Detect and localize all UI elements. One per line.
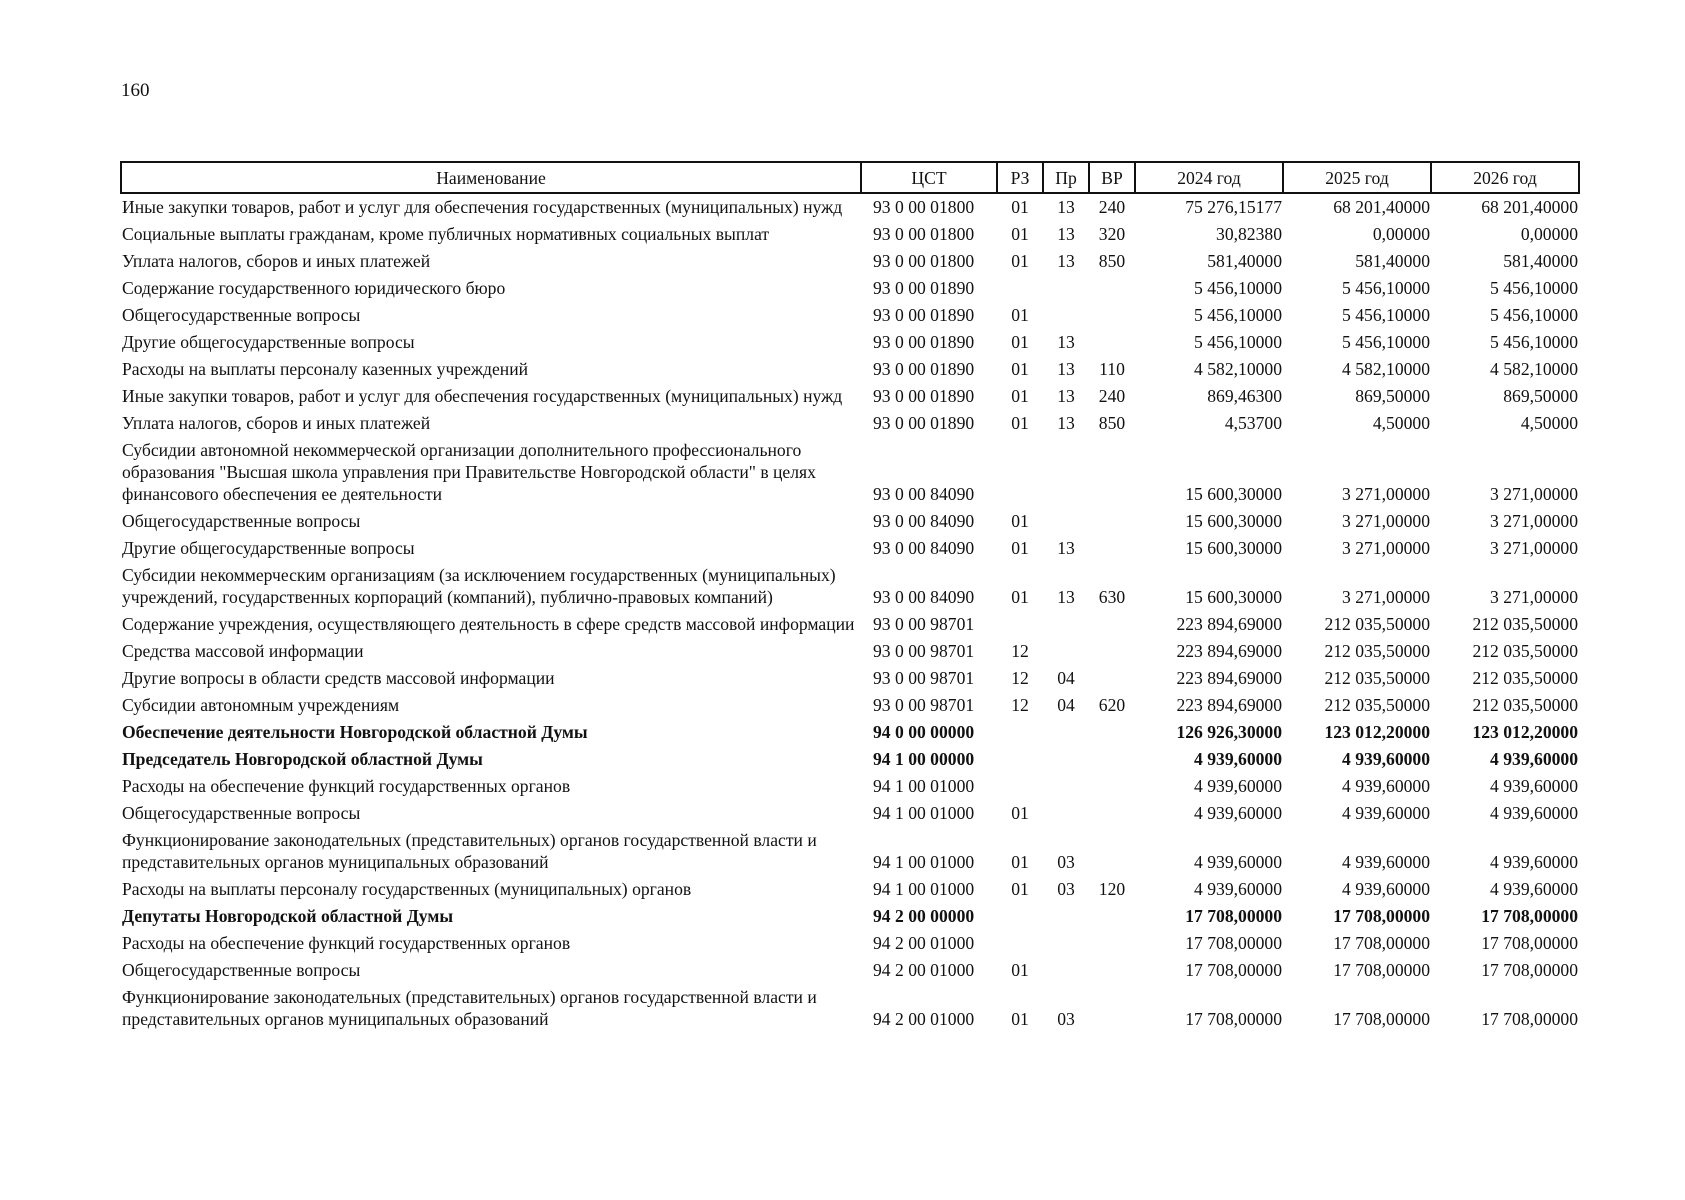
table-row xyxy=(121,248,1579,275)
cell-vr xyxy=(1089,957,1135,984)
cell-rz xyxy=(997,275,1043,302)
cell-2026: 5 456,10000 xyxy=(1490,278,1578,298)
cell-vr xyxy=(1089,719,1135,746)
cell-2025: 0,00000 xyxy=(1372,224,1430,244)
cell-rz: 01 xyxy=(1011,332,1029,352)
cell-vr xyxy=(1089,275,1135,302)
header-2025: 2025 год xyxy=(1283,162,1431,193)
cell-2024: 17 708,00000 xyxy=(1185,933,1282,953)
table-row xyxy=(121,221,1579,248)
cell-vr: 320 xyxy=(1098,224,1126,244)
cell-2026: 4 939,60000 xyxy=(1490,776,1578,796)
cell-2025: 4 939,60000 xyxy=(1342,749,1430,769)
cell-2024: 223 894,69000 xyxy=(1176,695,1282,715)
table-row xyxy=(121,984,1579,1033)
table-body xyxy=(121,193,1579,1033)
cell-cst: 93 0 00 98701 xyxy=(873,695,975,715)
cell-cst: 93 0 00 84090 xyxy=(873,587,975,607)
table-row xyxy=(121,876,1579,903)
cell-2025: 4 939,60000 xyxy=(1342,776,1430,796)
cell-name: Содержание государственного юридического бюро xyxy=(122,278,506,298)
cell-2025: 212 035,50000 xyxy=(1324,641,1430,661)
cell-pr: 13 xyxy=(1057,359,1075,379)
table-row xyxy=(121,611,1579,638)
cell-name: Другие общегосударственные вопросы xyxy=(122,332,415,352)
cell-cst: 93 0 00 84090 xyxy=(873,484,975,504)
cell-2025: 3 271,00000 xyxy=(1342,587,1430,607)
table-row xyxy=(121,746,1579,773)
cell-2025: 4 939,60000 xyxy=(1342,803,1430,823)
cell-rz: 01 xyxy=(1011,879,1029,899)
cell-vr: 630 xyxy=(1098,587,1126,607)
cell-2026: 5 456,10000 xyxy=(1490,332,1578,352)
cell-vr xyxy=(1089,508,1135,535)
cell-2026: 0,00000 xyxy=(1520,224,1578,244)
cell-name: Расходы на обеспечение функций государственных органов xyxy=(122,776,571,796)
cell-name: Субсидии некоммерческим организациям (за исключением государственных (муниципальных) учреждений, государственных корпораций (компаний), публично-правовых компаний) xyxy=(122,565,836,607)
cell-rz xyxy=(997,437,1043,508)
cell-rz xyxy=(997,611,1043,638)
cell-pr: 13 xyxy=(1057,224,1075,244)
cell-2026: 212 035,50000 xyxy=(1472,695,1578,715)
cell-2024: 4 939,60000 xyxy=(1194,852,1282,872)
cell-cst: 93 0 00 01890 xyxy=(873,413,975,433)
cell-name: Расходы на обеспечение функций государственных органов xyxy=(122,933,571,953)
cell-cst: 94 2 00 01000 xyxy=(873,933,975,953)
cell-pr: 03 xyxy=(1057,879,1075,899)
cell-vr xyxy=(1089,535,1135,562)
cell-name: Иные закупки товаров, работ и услуг для обеспечения государственных (муниципальных) нужд xyxy=(122,386,843,406)
cell-pr xyxy=(1043,719,1089,746)
cell-2026: 123 012,20000 xyxy=(1472,722,1578,742)
cell-pr xyxy=(1043,746,1089,773)
cell-cst: 94 2 00 00000 xyxy=(873,906,975,926)
cell-rz: 01 xyxy=(1011,852,1029,872)
header-vr: ВР xyxy=(1089,162,1135,193)
cell-rz: 01 xyxy=(1011,1009,1029,1029)
table-row xyxy=(121,957,1579,984)
cell-rz: 12 xyxy=(1011,695,1029,715)
cell-cst: 93 0 00 98701 xyxy=(873,641,975,661)
cell-pr: 03 xyxy=(1057,1009,1075,1029)
cell-rz: 01 xyxy=(1011,359,1029,379)
cell-rz: 01 xyxy=(1011,413,1029,433)
cell-pr: 13 xyxy=(1057,251,1075,271)
cell-pr xyxy=(1043,903,1089,930)
cell-2026: 4,50000 xyxy=(1520,413,1578,433)
cell-rz: 01 xyxy=(1011,224,1029,244)
cell-name: Содержание учреждения, осуществляющего деятельность в сфере средств массовой информации xyxy=(122,614,855,634)
cell-cst: 94 1 00 00000 xyxy=(873,749,975,769)
cell-vr: 240 xyxy=(1098,386,1126,406)
cell-2026: 3 271,00000 xyxy=(1490,484,1578,504)
cell-2026: 3 271,00000 xyxy=(1490,538,1578,558)
cell-name: Уплата налогов, сборов и иных платежей xyxy=(122,251,431,271)
cell-rz: 01 xyxy=(1011,197,1029,217)
cell-cst: 94 1 00 01000 xyxy=(873,803,975,823)
cell-2024: 15 600,30000 xyxy=(1185,587,1282,607)
cell-2024: 869,46300 xyxy=(1207,386,1282,406)
cell-2024: 4,53700 xyxy=(1224,413,1282,433)
cell-cst: 93 0 00 01890 xyxy=(873,359,975,379)
table-row xyxy=(121,800,1579,827)
cell-2024: 17 708,00000 xyxy=(1185,1009,1282,1029)
cell-2026: 17 708,00000 xyxy=(1481,960,1578,980)
cell-2024: 5 456,10000 xyxy=(1194,332,1282,352)
cell-vr xyxy=(1089,665,1135,692)
header-cst: ЦСТ xyxy=(861,162,997,193)
cell-2026: 17 708,00000 xyxy=(1481,906,1578,926)
cell-2025: 212 035,50000 xyxy=(1324,614,1430,634)
cell-name: Депутаты Новгородской областной Думы xyxy=(122,906,454,926)
cell-2025: 4 939,60000 xyxy=(1342,852,1430,872)
cell-2024: 15 600,30000 xyxy=(1185,484,1282,504)
cell-2025: 3 271,00000 xyxy=(1342,538,1430,558)
header-2024: 2024 год xyxy=(1135,162,1283,193)
cell-2026: 212 035,50000 xyxy=(1472,668,1578,688)
table-row xyxy=(121,275,1579,302)
header-name: Наименование xyxy=(121,162,861,193)
cell-2024: 4 939,60000 xyxy=(1194,879,1282,899)
cell-cst: 93 0 00 01890 xyxy=(873,278,975,298)
cell-2024: 17 708,00000 xyxy=(1185,906,1282,926)
cell-vr xyxy=(1089,638,1135,665)
cell-vr: 240 xyxy=(1098,197,1126,217)
cell-2026: 4 939,60000 xyxy=(1490,803,1578,823)
cell-cst: 94 2 00 01000 xyxy=(873,1009,975,1029)
cell-vr xyxy=(1089,746,1135,773)
cell-vr: 850 xyxy=(1098,251,1126,271)
page-number: 160 xyxy=(121,80,150,101)
cell-name: Общегосударственные вопросы xyxy=(122,305,361,325)
cell-2025: 17 708,00000 xyxy=(1333,906,1430,926)
cell-vr: 620 xyxy=(1098,695,1126,715)
cell-rz xyxy=(997,746,1043,773)
cell-2024: 5 456,10000 xyxy=(1194,305,1282,325)
cell-name: Функционирование законодательных (представительных) органов государственной власти и представительных органов муниципальных образований xyxy=(122,830,817,872)
cell-vr: 850 xyxy=(1098,413,1126,433)
cell-2025: 4 939,60000 xyxy=(1342,879,1430,899)
cell-name: Общегосударственные вопросы xyxy=(122,803,361,823)
cell-vr xyxy=(1089,903,1135,930)
cell-name: Расходы на выплаты персоналу казенных учреждений xyxy=(122,359,529,379)
cell-rz: 12 xyxy=(1011,668,1029,688)
table-row xyxy=(121,508,1579,535)
cell-2024: 4 939,60000 xyxy=(1194,749,1282,769)
cell-rz: 01 xyxy=(1011,803,1029,823)
table-row xyxy=(121,665,1579,692)
cell-name: Общегосударственные вопросы xyxy=(122,511,361,531)
cell-cst: 93 0 00 84090 xyxy=(873,538,975,558)
header-rz: РЗ xyxy=(997,162,1043,193)
cell-cst: 94 2 00 01000 xyxy=(873,960,975,980)
table-row xyxy=(121,773,1579,800)
cell-2025: 212 035,50000 xyxy=(1324,668,1430,688)
cell-rz xyxy=(997,903,1043,930)
cell-vr: 120 xyxy=(1098,879,1126,899)
table-row xyxy=(121,930,1579,957)
cell-2026: 3 271,00000 xyxy=(1490,587,1578,607)
cell-2025: 5 456,10000 xyxy=(1342,278,1430,298)
header-2026: 2026 год xyxy=(1431,162,1579,193)
cell-name: Другие общегосударственные вопросы xyxy=(122,538,415,558)
cell-rz: 01 xyxy=(1011,251,1029,271)
table-row xyxy=(121,193,1579,221)
table-row xyxy=(121,562,1579,611)
cell-name: Субсидии автономным учреждениям xyxy=(122,695,400,715)
cell-rz: 01 xyxy=(1011,386,1029,406)
cell-2025: 3 271,00000 xyxy=(1342,484,1430,504)
cell-2026: 5 456,10000 xyxy=(1490,305,1578,325)
cell-2025: 17 708,00000 xyxy=(1333,1009,1430,1029)
cell-rz xyxy=(997,773,1043,800)
cell-2025: 17 708,00000 xyxy=(1333,933,1430,953)
cell-pr xyxy=(1043,773,1089,800)
cell-vr xyxy=(1089,302,1135,329)
cell-pr xyxy=(1043,957,1089,984)
cell-pr: 13 xyxy=(1057,538,1075,558)
table-row xyxy=(121,719,1579,746)
cell-2025: 68 201,40000 xyxy=(1333,197,1430,217)
cell-2024: 223 894,69000 xyxy=(1176,641,1282,661)
cell-name: Председатель Новгородской областной Думы xyxy=(122,749,483,769)
cell-2026: 4 582,10000 xyxy=(1490,359,1578,379)
cell-rz: 01 xyxy=(1011,587,1029,607)
cell-pr xyxy=(1043,611,1089,638)
table-row xyxy=(121,638,1579,665)
header-pr: Пр xyxy=(1043,162,1089,193)
cell-cst: 94 1 00 01000 xyxy=(873,776,975,796)
cell-2026: 869,50000 xyxy=(1503,386,1578,406)
cell-cst: 93 0 00 01890 xyxy=(873,305,975,325)
cell-2025: 3 271,00000 xyxy=(1342,511,1430,531)
table-row xyxy=(121,692,1579,719)
cell-2025: 4 582,10000 xyxy=(1342,359,1430,379)
cell-cst: 94 0 00 00000 xyxy=(873,722,975,742)
cell-2025: 212 035,50000 xyxy=(1324,695,1430,715)
table-row xyxy=(121,827,1579,876)
cell-vr xyxy=(1089,930,1135,957)
table-row xyxy=(121,329,1579,356)
cell-2026: 4 939,60000 xyxy=(1490,879,1578,899)
cell-2026: 3 271,00000 xyxy=(1490,511,1578,531)
cell-vr: 110 xyxy=(1099,359,1125,379)
cell-2024: 15 600,30000 xyxy=(1185,538,1282,558)
cell-2024: 4 939,60000 xyxy=(1194,776,1282,796)
cell-pr: 13 xyxy=(1057,197,1075,217)
cell-2025: 4,50000 xyxy=(1372,413,1430,433)
cell-2024: 581,40000 xyxy=(1207,251,1282,271)
cell-vr xyxy=(1089,827,1135,876)
table-row xyxy=(121,903,1579,930)
cell-rz: 01 xyxy=(1011,960,1029,980)
cell-cst: 94 1 00 01000 xyxy=(873,879,975,899)
table-row xyxy=(121,437,1579,508)
cell-vr xyxy=(1089,437,1135,508)
cell-2025: 581,40000 xyxy=(1355,251,1430,271)
cell-2024: 4 939,60000 xyxy=(1194,803,1282,823)
cell-rz xyxy=(997,930,1043,957)
cell-2024: 126 926,30000 xyxy=(1176,722,1282,742)
cell-vr xyxy=(1089,611,1135,638)
cell-cst: 93 0 00 01800 xyxy=(873,197,975,217)
cell-name: Функционирование законодательных (представительных) органов государственной власти и представительных органов муниципальных образований xyxy=(122,987,817,1029)
cell-pr xyxy=(1043,302,1089,329)
cell-2024: 223 894,69000 xyxy=(1176,668,1282,688)
budget-table xyxy=(120,161,1580,1033)
cell-2024: 5 456,10000 xyxy=(1194,278,1282,298)
cell-2024: 17 708,00000 xyxy=(1185,960,1282,980)
cell-2026: 17 708,00000 xyxy=(1481,933,1578,953)
cell-2024: 223 894,69000 xyxy=(1176,614,1282,634)
header-row xyxy=(121,162,1579,193)
cell-vr xyxy=(1089,773,1135,800)
cell-pr: 03 xyxy=(1057,852,1075,872)
cell-2026: 212 035,50000 xyxy=(1472,614,1578,634)
cell-pr xyxy=(1043,800,1089,827)
cell-pr: 04 xyxy=(1057,695,1075,715)
cell-name: Расходы на выплаты персоналу государственных (муниципальных) органов xyxy=(122,879,692,899)
cell-2024: 4 582,10000 xyxy=(1194,359,1282,379)
cell-2025: 5 456,10000 xyxy=(1342,305,1430,325)
cell-name: Общегосударственные вопросы xyxy=(122,960,361,980)
cell-2026: 581,40000 xyxy=(1503,251,1578,271)
cell-2026: 4 939,60000 xyxy=(1490,852,1578,872)
cell-name: Социальные выплаты гражданам, кроме публичных нормативных социальных выплат xyxy=(122,224,770,244)
table-row xyxy=(121,302,1579,329)
table-row xyxy=(121,356,1579,383)
table-header xyxy=(121,162,1579,193)
cell-name: Другие вопросы в области средств массовой информации xyxy=(122,668,555,688)
cell-name: Уплата налогов, сборов и иных платежей xyxy=(122,413,431,433)
cell-pr: 04 xyxy=(1057,668,1075,688)
cell-2026: 17 708,00000 xyxy=(1481,1009,1578,1029)
cell-vr xyxy=(1089,800,1135,827)
cell-pr xyxy=(1043,437,1089,508)
cell-2025: 5 456,10000 xyxy=(1342,332,1430,352)
table-row xyxy=(121,535,1579,562)
cell-cst: 93 0 00 98701 xyxy=(873,668,975,688)
cell-pr xyxy=(1043,508,1089,535)
cell-cst: 93 0 00 01890 xyxy=(873,386,975,406)
cell-vr xyxy=(1089,984,1135,1033)
cell-rz: 01 xyxy=(1011,305,1029,325)
table-row xyxy=(121,410,1579,437)
cell-name: Иные закупки товаров, работ и услуг для обеспечения государственных (муниципальных) нужд xyxy=(122,197,843,217)
cell-cst: 93 0 00 01890 xyxy=(873,332,975,352)
cell-rz: 01 xyxy=(1011,538,1029,558)
cell-2025: 17 708,00000 xyxy=(1333,960,1430,980)
cell-2024: 15 600,30000 xyxy=(1185,511,1282,531)
cell-name: Субсидии автономной некоммерческой организации дополнительного профессионального образования "Высшая школа управления при Правительстве Новгородской области" в целях финансового обеспечения ее деятельности xyxy=(122,440,816,504)
cell-cst: 93 0 00 01800 xyxy=(873,251,975,271)
cell-cst: 94 1 00 01000 xyxy=(873,852,975,872)
cell-name: Обеспечение деятельности Новгородской областной Думы xyxy=(122,722,588,742)
cell-pr xyxy=(1043,930,1089,957)
cell-cst: 93 0 00 98701 xyxy=(873,614,975,634)
cell-rz: 01 xyxy=(1011,511,1029,531)
cell-2024: 30,82380 xyxy=(1216,224,1282,244)
cell-rz xyxy=(997,719,1043,746)
cell-pr: 13 xyxy=(1057,386,1075,406)
cell-2025: 123 012,20000 xyxy=(1324,722,1430,742)
cell-2025: 869,50000 xyxy=(1355,386,1430,406)
cell-pr: 13 xyxy=(1057,587,1075,607)
cell-pr xyxy=(1043,275,1089,302)
cell-pr xyxy=(1043,638,1089,665)
cell-vr xyxy=(1089,329,1135,356)
cell-pr: 13 xyxy=(1057,332,1075,352)
table-row xyxy=(121,383,1579,410)
cell-cst: 93 0 00 01800 xyxy=(873,224,975,244)
cell-name: Средства массовой информации xyxy=(122,641,364,661)
cell-2026: 4 939,60000 xyxy=(1490,749,1578,769)
cell-pr: 13 xyxy=(1057,413,1075,433)
cell-2026: 212 035,50000 xyxy=(1472,641,1578,661)
cell-cst: 93 0 00 84090 xyxy=(873,511,975,531)
cell-2024: 75 276,15177 xyxy=(1185,197,1282,217)
cell-rz: 12 xyxy=(1011,641,1029,661)
cell-2026: 68 201,40000 xyxy=(1481,197,1578,217)
